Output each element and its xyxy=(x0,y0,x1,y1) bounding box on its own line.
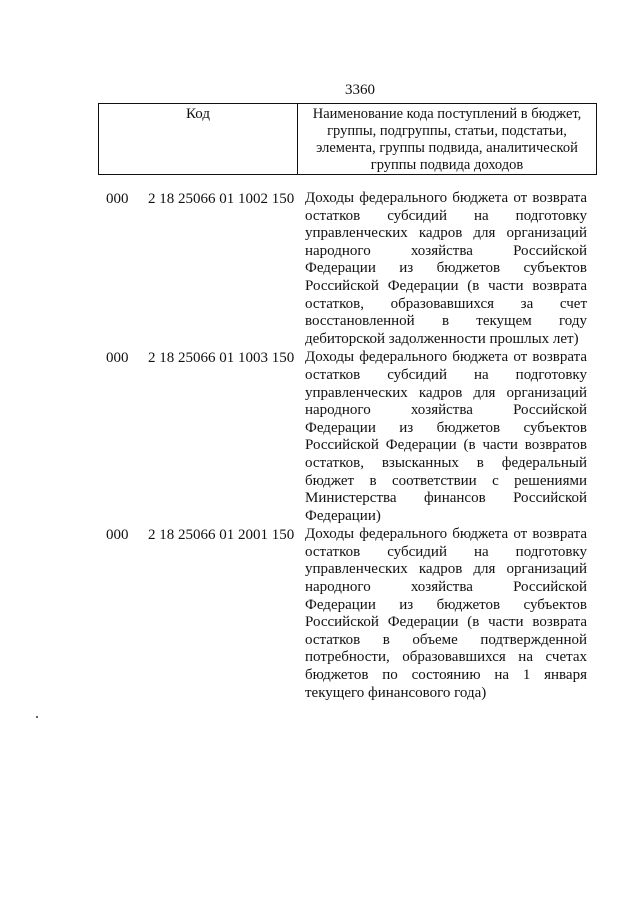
admin-code: 000 xyxy=(106,527,129,544)
revenue-code: 2 18 25066 01 1003 150 xyxy=(148,350,295,367)
revenue-code-list xyxy=(0,190,640,703)
admin-code: 000 xyxy=(106,191,129,207)
table-row xyxy=(0,349,640,525)
scan-speck xyxy=(36,716,38,718)
table-header xyxy=(98,103,597,175)
revenue-code: 2 18 25066 01 1002 150 xyxy=(148,191,295,207)
header-name-label: Наименование кода поступлений в бюджет, группы, подгруппы, статьи, подстатьи, элемента, группы подвида, аналитической группы подвида доходов xyxy=(312,106,582,173)
admin-code: 000 xyxy=(106,350,129,367)
revenue-description: Доходы федерального бюджета от возврата остатков субсидий на подготовку управленческих кадров для организаций народного хозяйства Российской Федерации из бюджетов субъектов Российской Федерации (в части возврата остатков, образовавшихся за счет восстановленной в текущем году дебиторской задолженности прошлых лет) xyxy=(305,190,587,347)
revenue-description: Доходы федерального бюджета от возврата остатков субсидий на подготовку управленческих кадров для организаций народного хозяйства Российской Федерации из бюджетов субъектов Российской Федерации (в части возвратов остатков, взысканных в федеральный бюджет в соответствии с решениями Министерства финансов Российской Федерации) xyxy=(305,349,587,524)
table-row xyxy=(0,526,640,702)
revenue-description: Доходы федерального бюджета от возврата остатков субсидий на подготовку управленческих кадров для организаций народного хозяйства Российской Федерации из бюджетов субъектов Российской Федерации (в части возврата остатков в объеме подтвержденной потребности, образовавшихся на счетах бюджетов по состоянию на 1 января текущего финансового года) xyxy=(305,526,587,701)
header-code-label: Код xyxy=(99,104,298,174)
page-number: 3360 xyxy=(345,82,375,98)
revenue-code: 2 18 25066 01 2001 150 xyxy=(148,527,295,544)
table-row xyxy=(0,190,640,348)
